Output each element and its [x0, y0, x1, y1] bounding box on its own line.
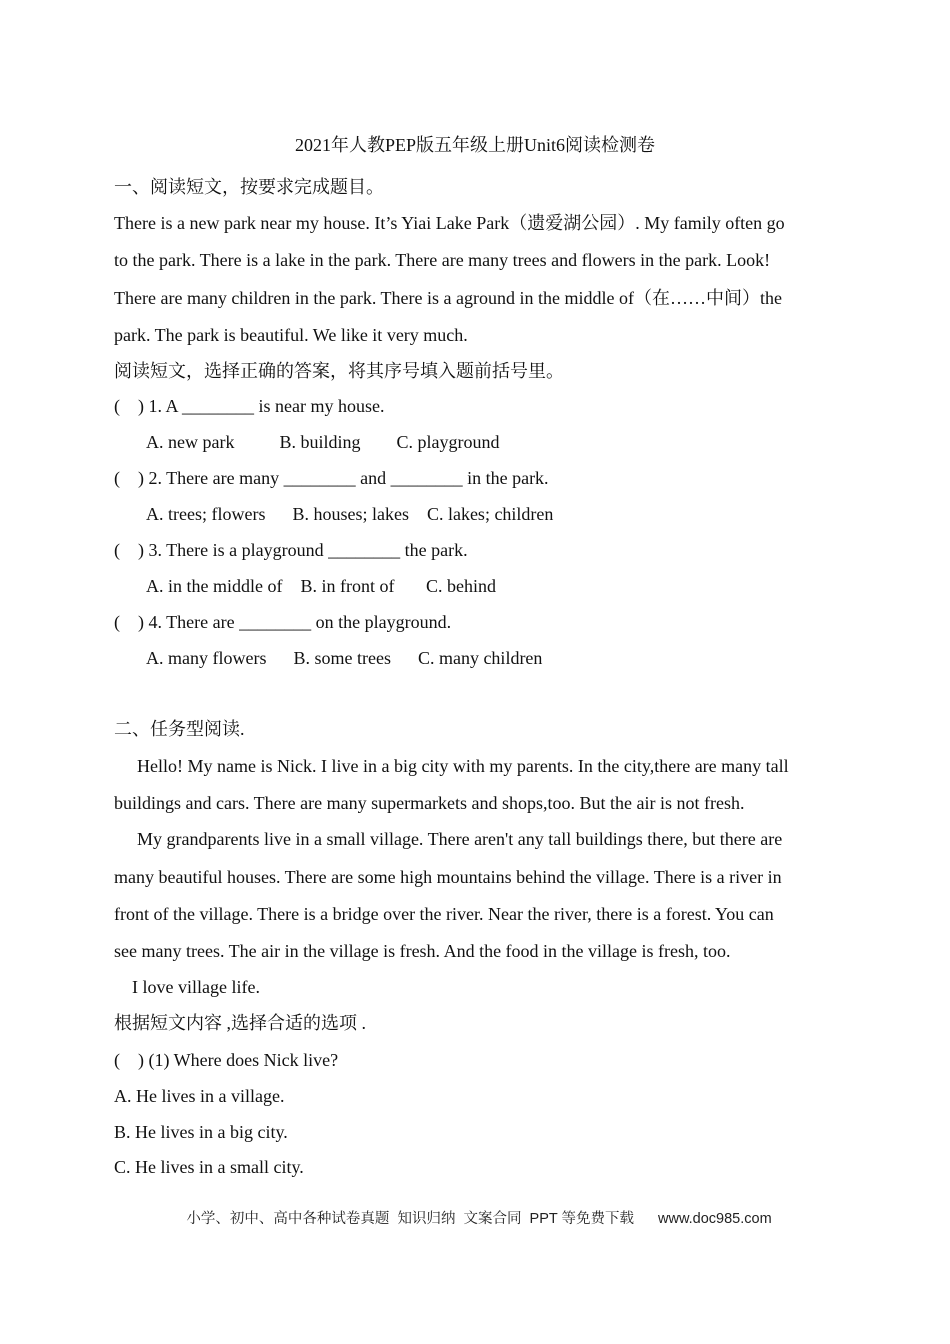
question: ( ) 1. A ________ is near my house.: [114, 396, 385, 416]
question-options: A. trees; flowers B. houses; lakes C. lakes; children: [146, 504, 554, 524]
option: B. He lives in a big city.: [114, 1122, 288, 1142]
question-options: A. new park B. building C. playground: [146, 432, 500, 452]
passage-line: see many trees. The air in the village is fresh. And the food in the village is fresh, too.: [114, 941, 731, 961]
passage-line: front of the village. There is a bridge over the river. Near the river, there is a forest. You can: [114, 904, 774, 924]
part2-heading: 二、任务型阅读.: [114, 719, 245, 739]
part2-instruction: 根据短文内容 ,选择合适的选项 .: [114, 1013, 366, 1033]
passage-line: to the park. There is a lake in the park. There are many trees and flowers in the park. Look!: [114, 250, 771, 270]
passage-line: My grandparents live in a small village. There aren't any tall buildings there, but there are: [137, 829, 783, 849]
part1-instruction: 阅读短文，选择正确的答案，将其序号填入题前括号里。: [114, 361, 564, 381]
passage-line: buildings and cars. There are many supermarkets and shops,too. But the air is not fresh.: [114, 793, 745, 813]
question-options: A. many flowers B. some trees C. many children: [146, 648, 543, 668]
footer-url[interactable]: www.doc985.com: [658, 1211, 772, 1227]
passage-line: park. The park is beautiful. We like it very much.: [114, 325, 468, 345]
part1-heading: 一、阅读短文，按要求完成题目。: [114, 177, 384, 197]
question: ( ) 3. There is a playground ________ the park.: [114, 540, 468, 560]
option: C. He lives in a small city.: [114, 1157, 304, 1177]
question-options: A. in the middle of B. in front of C. behind: [146, 576, 496, 596]
passage-line: Hello! My name is Nick. I live in a big city with my parents. In the city,there are many tall: [137, 756, 789, 776]
question: ( ) (1) Where does Nick live?: [114, 1050, 339, 1070]
question: ( ) 4. There are ________ on the playground.: [114, 612, 452, 632]
passage-line: I love village life.: [132, 977, 260, 997]
passage-line: There are many children in the park. There is a aground in the middle of（在……中间）the: [114, 288, 782, 308]
passage-line: many beautiful houses. There are some high mountains behind the village. There is a river in: [114, 867, 782, 887]
footer-text: 小学、初中、高中各种试卷真题 知识归纳 文案合同 PPT 等免费下载: [186, 1211, 635, 1227]
passage-line: There is a new park near my house. It’s Yiai Lake Park（遗爱湖公园）. My family often go: [114, 213, 785, 233]
option: A. He lives in a village.: [114, 1086, 285, 1106]
footer: [0, 1191, 950, 1228]
page-title: 2021年人教PEP版五年级上册Unit6阅读检测卷: [294, 135, 656, 155]
question: ( ) 2. There are many ________ and ________ in the park.: [114, 468, 549, 488]
